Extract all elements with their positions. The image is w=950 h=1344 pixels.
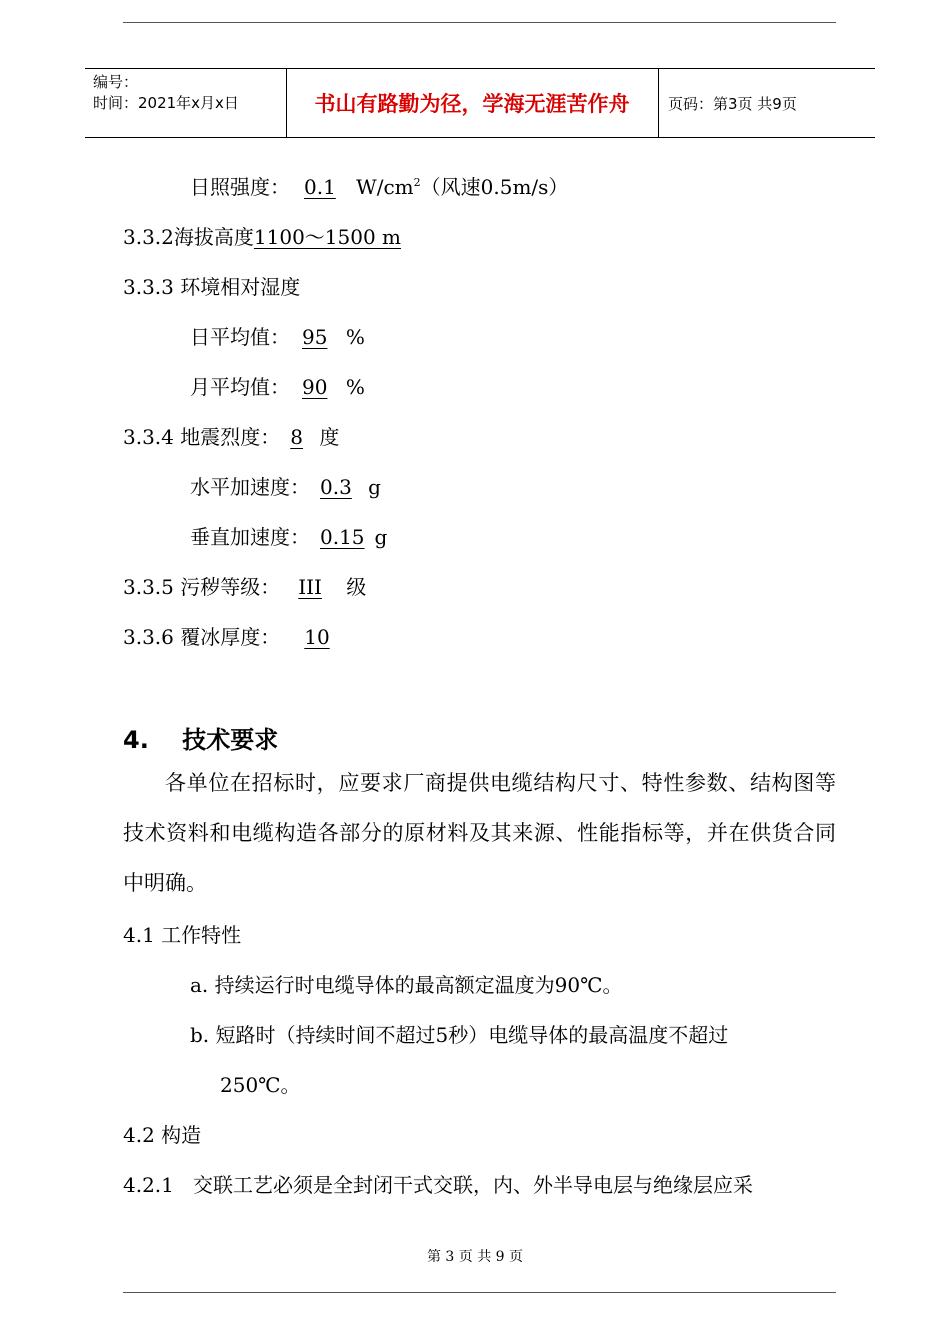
top-rule bbox=[123, 22, 836, 23]
earthquake-unit: 度 bbox=[319, 425, 340, 449]
horizontal-accel-line bbox=[190, 474, 381, 500]
item-a: a. 持续运行时电缆导体的最高额定温度为90℃。 bbox=[190, 973, 623, 997]
pollution-label: 3.3.5 污秽等级： bbox=[123, 575, 281, 599]
number-label: 编号： bbox=[93, 73, 139, 91]
altitude-label: 3.3.2海拔高度 bbox=[123, 225, 254, 249]
ice-label: 3.3.6 覆冰厚度： bbox=[123, 625, 281, 649]
horizontal-accel-value: 0.3 bbox=[320, 475, 352, 499]
vertical-accel-label: 垂直加速度： bbox=[190, 525, 310, 549]
item-b-line1: b. 短路时（持续时间不超过5秒）电缆导体的最高温度不超过 bbox=[190, 1023, 729, 1047]
section-4-2-title: 4.2 构造 bbox=[123, 1123, 202, 1147]
section-4-heading: 4. 技术要求 bbox=[123, 726, 279, 754]
ice-line bbox=[123, 624, 354, 650]
bottom-rule bbox=[123, 1292, 836, 1293]
humidity-title: 3.3.3 环境相对湿度 bbox=[123, 275, 301, 299]
sun-value: 0.1 bbox=[304, 175, 336, 199]
humidity-day-value: 95 bbox=[302, 325, 328, 349]
altitude-line bbox=[123, 224, 401, 250]
g-unit: g bbox=[368, 475, 381, 499]
sun-intensity-line bbox=[190, 174, 568, 200]
humidity-month-line bbox=[190, 374, 365, 400]
sun-note: （风速0.5m/s） bbox=[420, 175, 569, 199]
item-b-line2: 250℃。 bbox=[220, 1073, 301, 1097]
pollution-unit: 级 bbox=[346, 575, 367, 599]
section-4-1-title: 4.1 工作特性 bbox=[123, 923, 242, 947]
humidity-month-value: 90 bbox=[302, 375, 328, 399]
section-4-2-1-line: 4.2.1 交联工艺必须是全封闭干式交联，内、外半导电层与绝缘层应采 bbox=[123, 1173, 753, 1197]
header-page-label: 页码：第3页 共9页 bbox=[668, 94, 797, 113]
page-header-table bbox=[85, 68, 875, 138]
sun-unit: W/cm bbox=[356, 175, 414, 199]
sun-label: 日照强度： bbox=[190, 175, 290, 199]
percent-sign: % bbox=[345, 375, 365, 399]
ice-value: 10 bbox=[304, 625, 330, 649]
earthquake-line bbox=[123, 424, 339, 450]
header-motto: 书山有路勤为径，学海无涯苦作舟 bbox=[314, 92, 630, 116]
g-unit: g bbox=[374, 525, 388, 549]
humidity-month-label: 月平均值： bbox=[190, 375, 290, 399]
percent-sign: % bbox=[345, 325, 365, 349]
vertical-accel-line bbox=[190, 524, 387, 550]
horizontal-accel-label: 水平加速度： bbox=[190, 475, 310, 499]
vertical-accel-value: 0.15 bbox=[320, 525, 365, 549]
page-footer: 第 3 页 共 9 页 bbox=[426, 1249, 524, 1265]
section-4-intro: 各单位在招标时，应要求厂商提供电缆结构尺寸、特性参数、结构图等技术资料和电缆构造各部分的原材料及其来源、性能指标等，并在供货合同中明确。 bbox=[123, 771, 836, 895]
earthquake-label: 3.3.4 地震烈度： bbox=[123, 425, 281, 449]
time-label: 时间：2021年x月x日 bbox=[93, 94, 239, 112]
header-divider bbox=[658, 69, 659, 137]
humidity-day-line bbox=[190, 324, 365, 350]
altitude-value: 1100～1500 m bbox=[253, 225, 402, 249]
header-meta bbox=[93, 72, 239, 114]
sun-unit-sup: 2 bbox=[413, 176, 421, 189]
earthquake-value: 8 bbox=[290, 425, 303, 449]
pollution-value: III bbox=[298, 575, 322, 599]
humidity-day-label: 日平均值： bbox=[190, 325, 290, 349]
pollution-line bbox=[123, 574, 366, 600]
